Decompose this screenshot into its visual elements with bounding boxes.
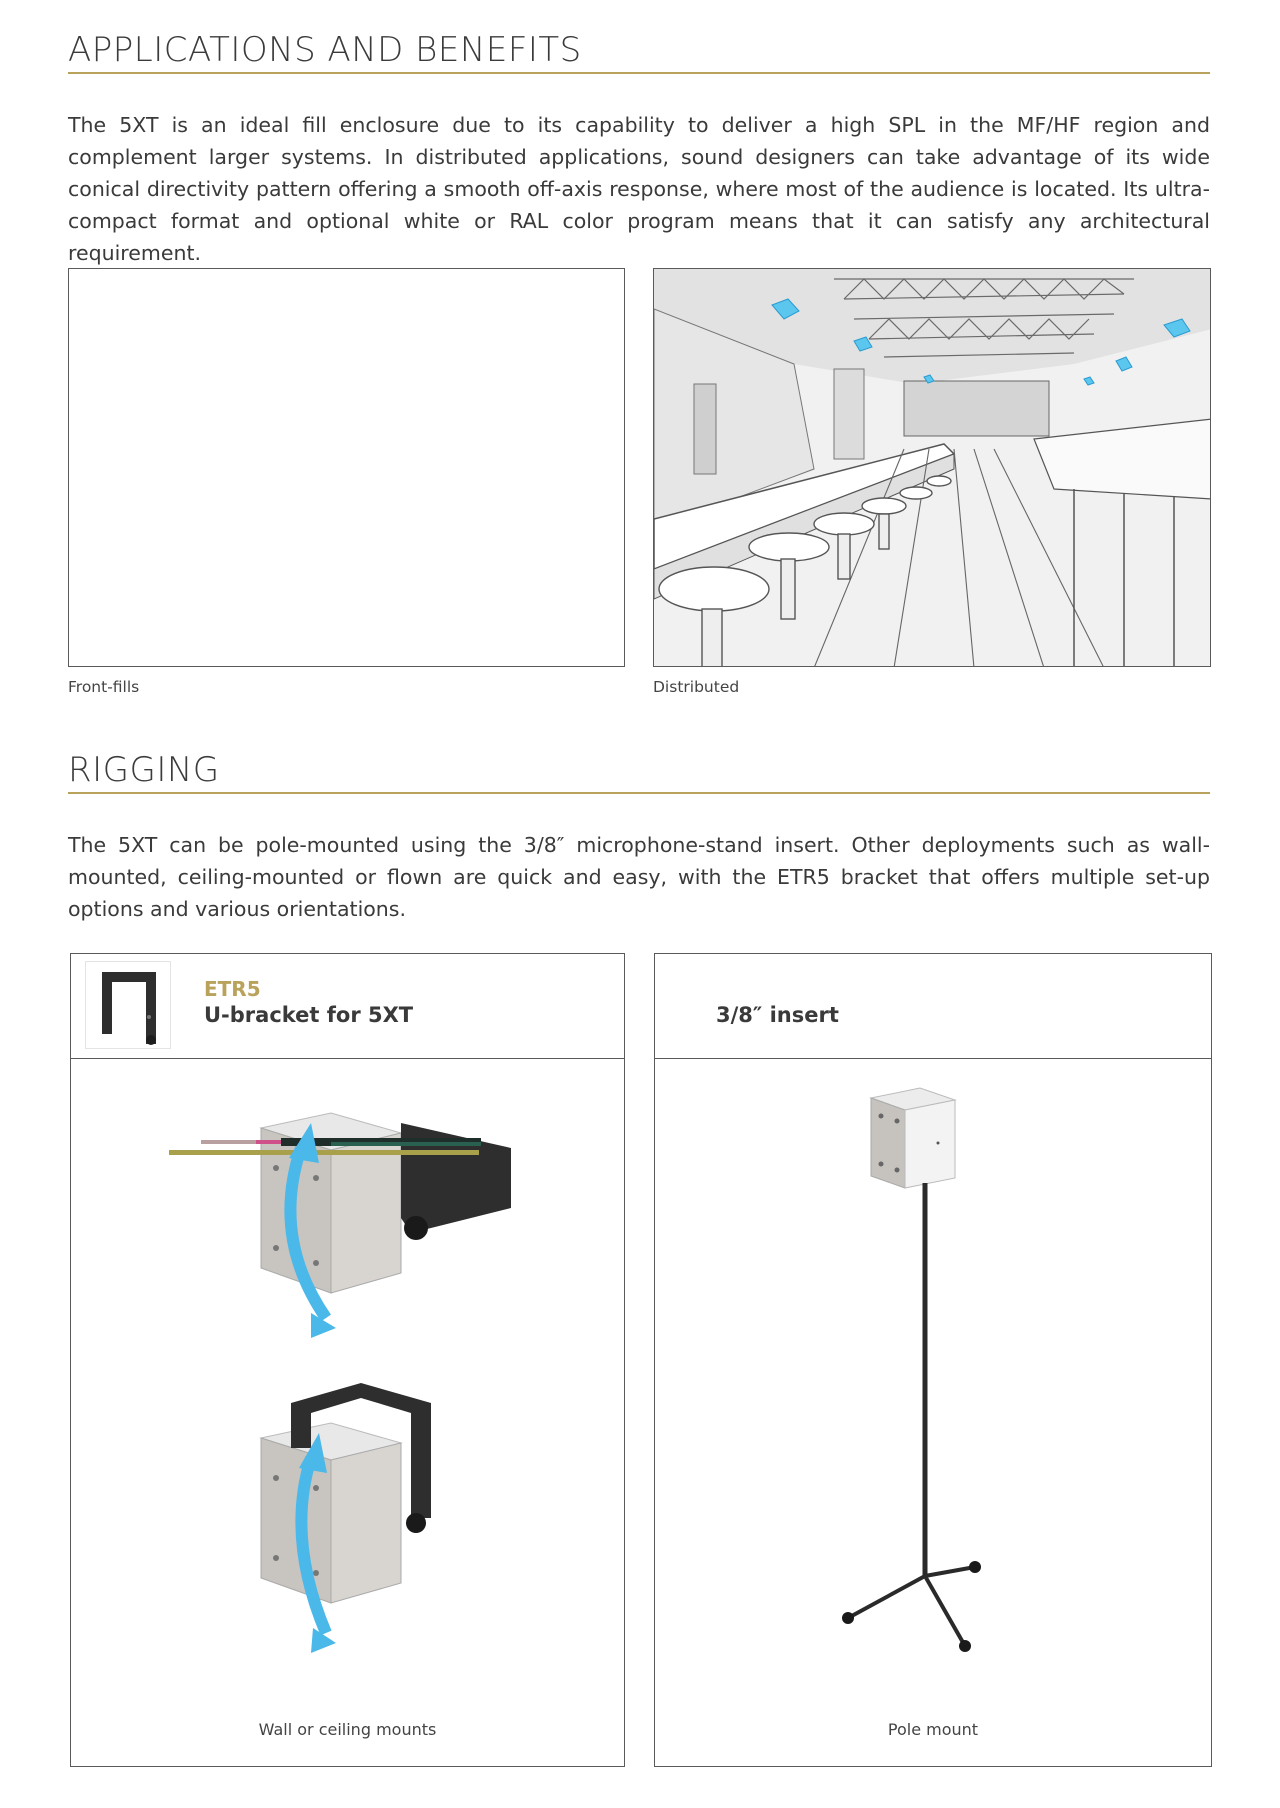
wall-ceiling-mount-illustration [71,1058,623,1658]
rigging-heading: RIGGING [68,750,220,790]
applications-rule [68,72,1210,74]
rigging-paragraph: The 5XT can be pole-mounted using the 3/8″ microphone-stand insert. Other deployments such as wall-mounted, ceiling-mounted or flown are quick and easy, with the ETR5 bracket that offers multiple set-up options and various orientations. [68,833,1210,921]
rigging-rule [68,792,1210,794]
insert-card-header [655,954,1211,1059]
etr5-title: U-bracket for 5XT [204,1003,414,1027]
distributed-caption: Distributed [653,678,740,696]
etr5-card [70,953,625,1767]
bar-sketch-illustration [654,269,1211,667]
u-bracket-icon [86,962,170,1048]
front-fills-image [68,268,625,667]
etr5-thumbnail [85,961,171,1049]
etr5-caption: Wall or ceiling mounts [258,1720,437,1739]
pole-mount-illustration [655,1058,1210,1658]
etr5-code: ETR5 [204,977,261,1001]
applications-heading: APPLICATIONS AND BENEFITS [68,30,582,70]
etr5-card-header [71,954,624,1059]
insert-title: 3/8″ insert [716,1003,839,1027]
distributed-image [653,268,1211,667]
front-fills-caption: Front-fills [68,678,140,696]
insert-card [654,953,1212,1767]
insert-caption: Pole mount [887,1720,979,1739]
applications-paragraph: The 5XT is an ideal fill enclosure due to its capability to deliver a high SPL in the MF/HF region and complement larger systems. In distributed applications, sound designers can take advantage of its wide conical directivity pattern offering a smooth off-axis response, where most of the audience is located. Its ultra-compact format and optional white or RAL color program means that it can satisfy any architectural requirement. [68,113,1210,265]
